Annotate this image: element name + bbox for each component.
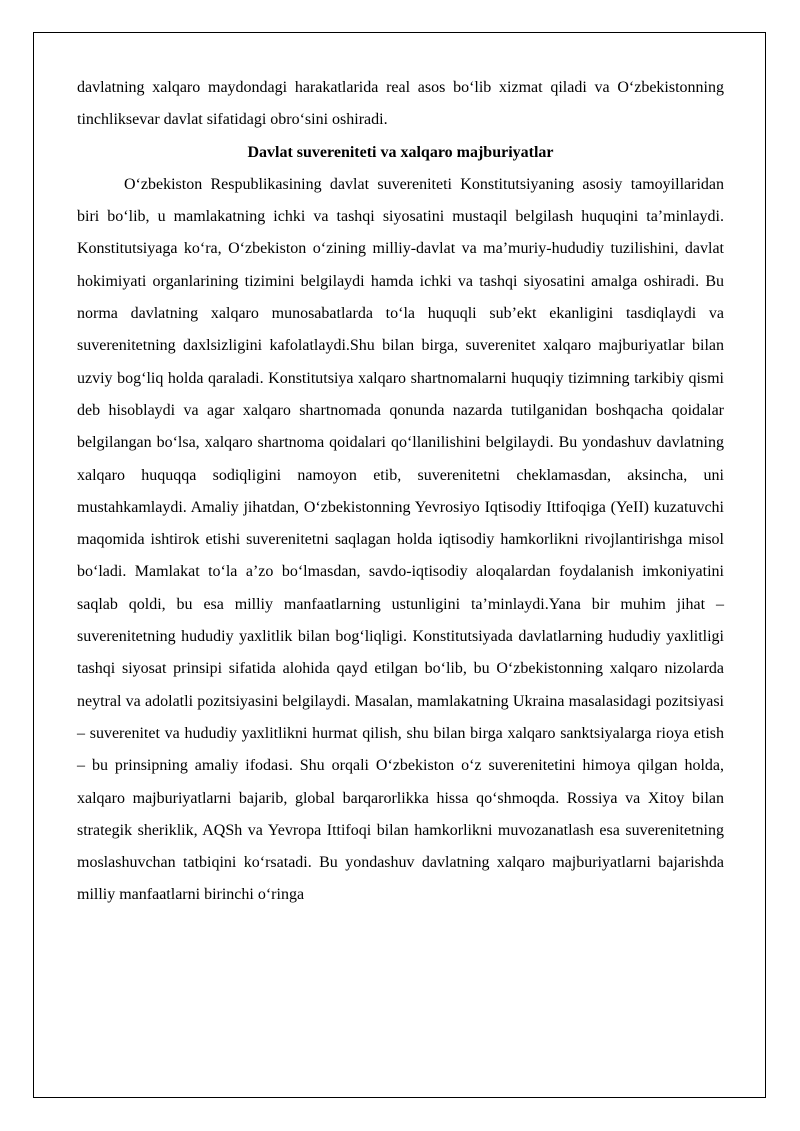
body-paragraph: O‘zbekiston Respublikasining davlat suvereniteti Konstitutsiyaning asosiy tamoyillaridan biri bo‘lib, u mamlakatning ichki va tashqi siyosatini mustaqil belgilash huquqini ta’minlaydi. Konstitutsiyaga ko‘ra, O‘zbekiston o‘zining milliy-davlat va ma’muriy-hududiy tuzilishini, davlat hokimiyati organlarining tizimini belgilaydi hamda ichki va tashqi siyosatini amalga oshiradi. Bu norma davlatning xalqaro munosabatlarda to‘la huquqli sub’ekt ekanligini tasdiqlaydi va suverenitetning daxlsizligini kafolatlaydi.Shu bilan birga, suverenitet xalqaro majburiyatlar bilan uzviy bog‘liq holda qaraladi. Konstitutsiya xalqaro shartnomalarni huquqiy tizimning tarkibiy qismi deb hisoblaydi va agar xalqaro shartnomada qonunda nazarda tutilganidan boshqacha qoidalar belgilangan bo‘lsa, xalqaro shartnoma qoidalari qo‘llanilishini belgilaydi. Bu yondashuv davlatning xalqaro huquqqa sodiqligini namoyon etib, suverenitetni cheklamasdan, aksincha, uni mustahkamlaydi. Amaliy jihatdan, O‘zbekistonning Yevrosiyo Iqtisodiy Ittifoqiga (YeII) kuzatuvchi maqomida ishtirok etishi suverenitetni saqlagan holda iqtisodiy hamkorlikni rivojlantirishga misol bo‘ladi. Mamlakat to‘la a’zo bo‘lmasdan, savdo-iqtisodiy aloqalardan foydalanish imkoniyatini saqlab qoldi, bu esa milliy manfaatlarning ustunligini ta’minlaydi.Yana bir muhim jihat – suverenitetning hududiy yaxlitlik bilan bog‘liqligi. Konstitutsiyada davlatlarning hududiy yaxlitligi tashqi siyosat prinsipi sifatida alohida qayd etilgan bo‘lib, bu O‘zbekistonning xalqaro nizolarda neytral va adolatli pozitsiyasini belgilaydi. Masalan, mamlakatning Ukraina masalasidagi pozitsiyasi – suverenitet va hududiy yaxlitlikni hurmat qilish, shu bilan birga xalqaro sanktsiyalarga rioya etish – bu prinsipning amaliy ifodasi. Shu orqali O‘zbekiston o‘z suverenitetini himoya qilgan holda, xalqaro majburiyatlarni bajarib, global barqarorlikka hissa qo‘shmoqda. Rossiya va Xitoy bilan strategik sheriklik, AQSh va Yevropa Ittifoqi bilan hamkorlikni muvozanatlash esa suverenitetning moslashuvchan tatbiqini ko‘rsatadi. Bu yondashuv davlatning xalqaro majburiyatlarni bajarishda milliy manfaatlarni birinchi o‘ringa (77, 175, 724, 904)
section-heading: Davlat suvereniteti va xalqaro majburiyatlar (247, 143, 554, 161)
document-body (77, 72, 724, 912)
continuation-paragraph: davlatning xalqaro maydondagi harakatlarida real asos bo‘lib xizmat qiladi va O‘zbekistonning tinchliksevar davlat sifatidagi obro‘sini oshiradi. (77, 79, 724, 129)
